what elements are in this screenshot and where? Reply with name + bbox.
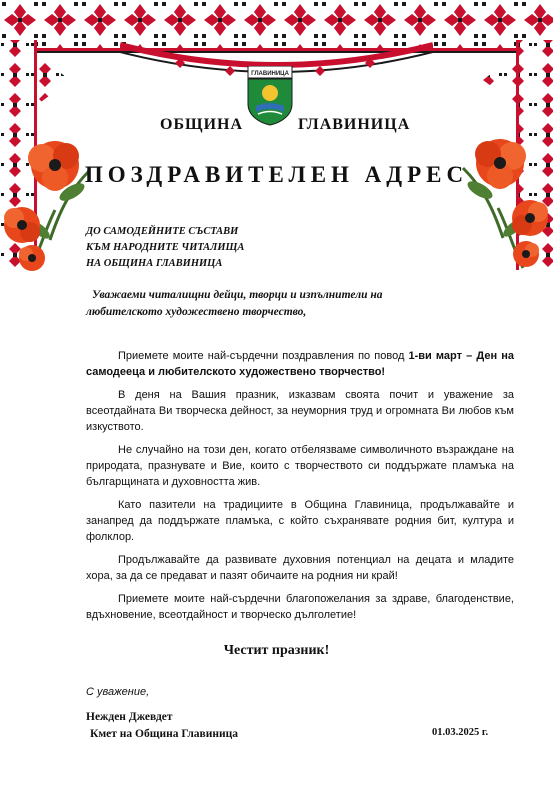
salutation-line-2: любителското художествено творчество, <box>86 306 307 318</box>
municipality-word-right: ГЛАВИНИЦА <box>298 116 411 133</box>
poppy-flowers-right <box>438 118 553 278</box>
document-date: 01.03.2025 г. <box>432 727 489 738</box>
addressee-line: НА ОБЩИНА ГЛАВИНИЦА <box>86 258 223 269</box>
salutation <box>86 287 486 321</box>
crest-label: ГЛАВИНИЦА <box>251 71 289 77</box>
paragraph-3: Не случайно на този ден, когато отбелязваме символичното възраждане на природата, празнувате и Вие, които с творчеството си поддържате пламъка на българщината и духовността жив. <box>86 444 514 488</box>
addressee-line: ДО САМОДЕЙНИТЕ СЪСТАВИ <box>86 226 239 237</box>
signer-name: Нежден Джевдет <box>86 711 173 723</box>
paragraph-2: В деня на Вашия празник, изказвам своята почит и уважение за всеотдайната Ви творческа дейност, за неуморния труд и огромната Ви любов към изкуството. <box>86 389 514 433</box>
letter-body <box>86 348 514 630</box>
salutation-line-1: Уважаеми читалищни дейци, творци и изпълнители на <box>92 289 383 301</box>
paragraph-6: Приемете моите най-сърдечни благопожелания за здраве, благоденствие, вдъхновение, всеотдайност и творческо дълголетие! <box>86 593 514 621</box>
municipality-word-left: ОБЩИНА <box>160 116 244 133</box>
paragraph-4: Като пазители на традициите в Община Главиница, продължавайте и занапред да поддържате пламъка, с който съхранявате родния бит, култура и фолклор. <box>86 499 514 543</box>
document-title: ПОЗДРАВИТЕЛЕН АДРЕС <box>84 162 469 187</box>
addressee-block <box>86 224 244 272</box>
signer-position: Кмет на Община Главиница <box>90 728 239 740</box>
addressee-line: КЪМ НАРОДНИТЕ ЧИТАЛИЩА <box>86 242 245 253</box>
signature-block <box>86 709 238 743</box>
holiday-greeting: Честит празник! <box>223 643 330 658</box>
paragraph-1-text: Приемете моите най-сърдечни поздравления по повод <box>118 350 409 362</box>
municipality-crest <box>246 66 294 126</box>
paragraph-5: Продължавайте да развивате духовния потенциал на децата и младите хора, за да се предават и пазят обичаите на родния ни край! <box>86 554 514 582</box>
paragraph-1-highlight: 1-ви март – Ден на самодееца и любителското художествено творчество! <box>86 350 515 378</box>
regards-line: С уважение, <box>86 686 150 698</box>
paragraph-1 <box>86 348 514 380</box>
